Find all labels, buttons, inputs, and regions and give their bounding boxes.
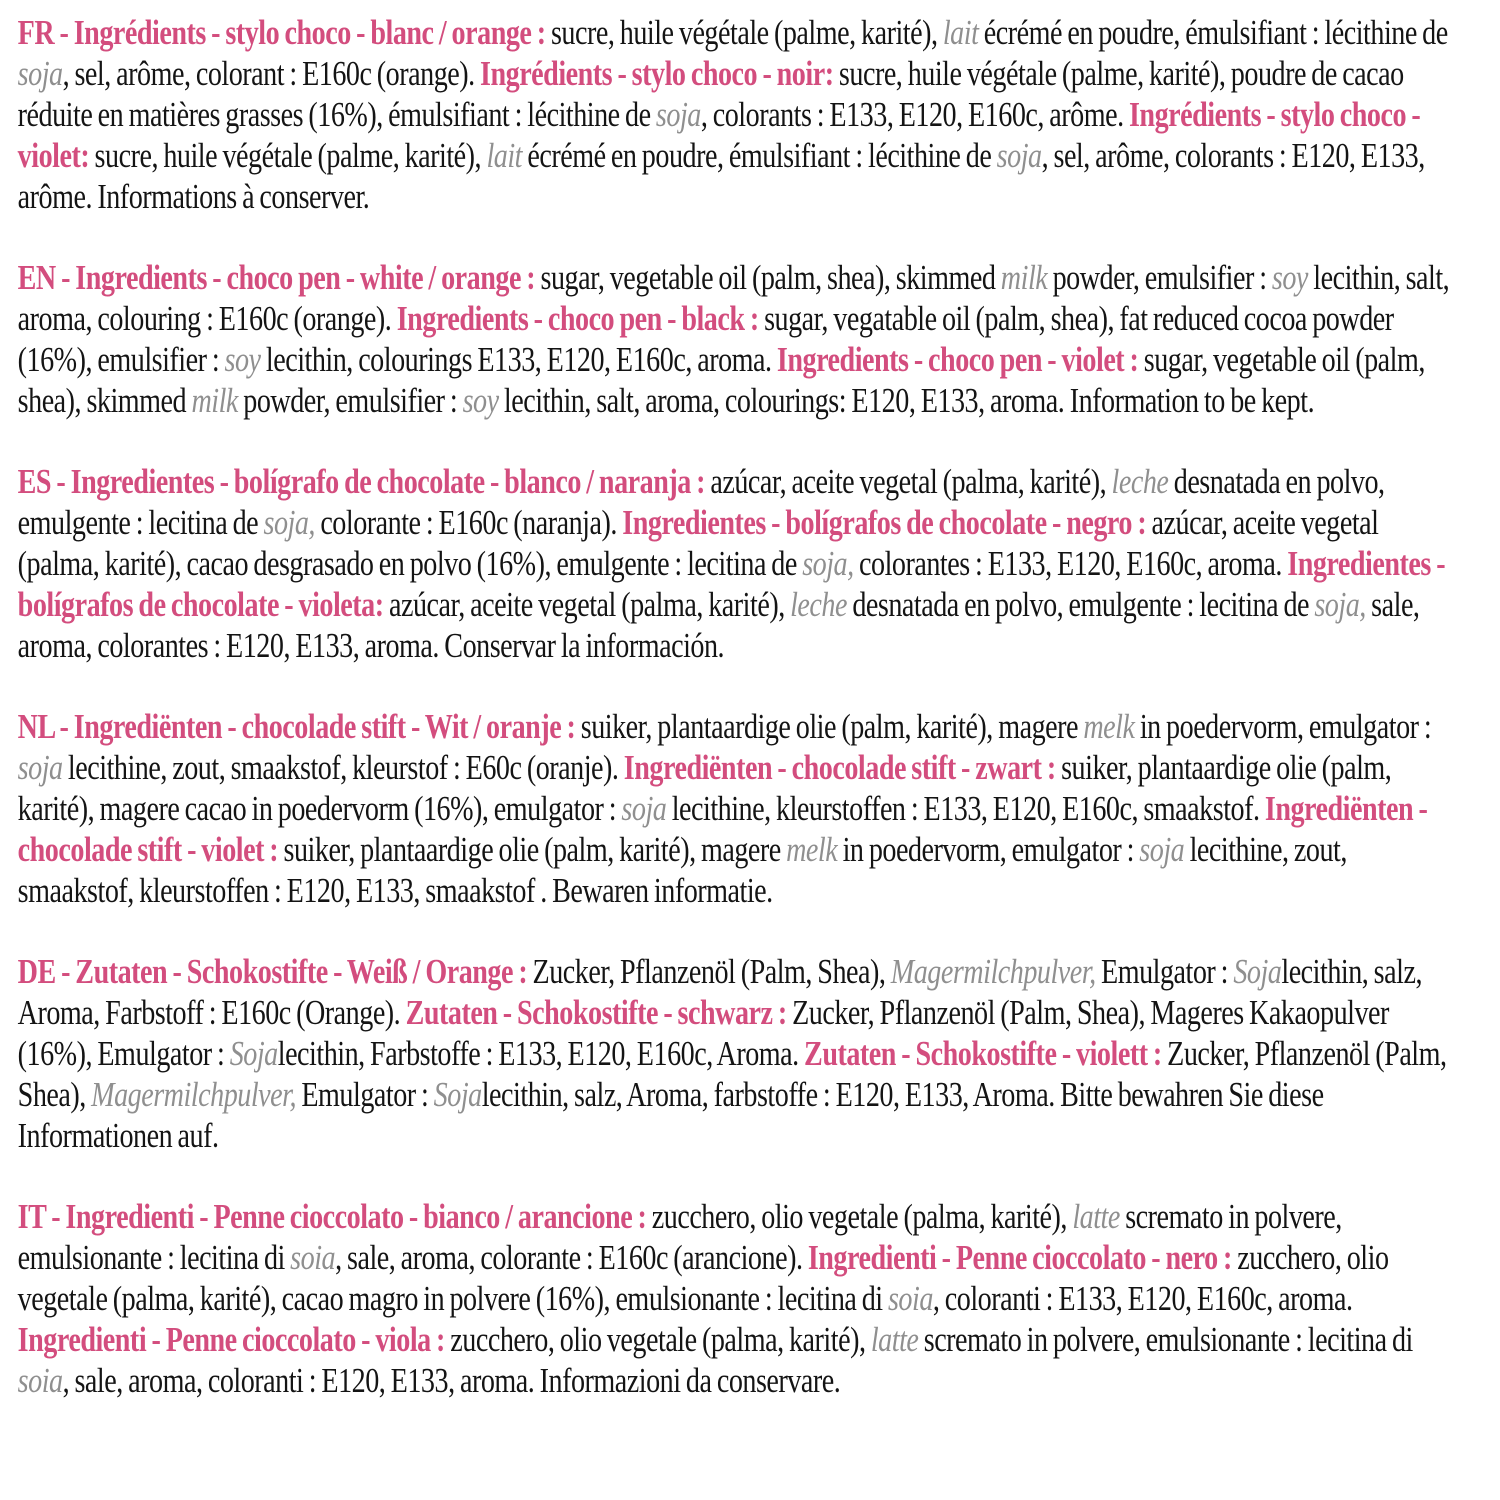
ingredients-text: lecithin, Farbstoffe : E133, E120, E160c, Aroma. — [277, 1034, 805, 1073]
ingredients-text: suiker, plantaardige olie (palm, karité), magere — [580, 707, 1084, 746]
ingredients-text: zucchero, olio vegetale (palma, karité), — [450, 1320, 871, 1359]
section-heading: Ingredients - choco pen - violet : — [776, 340, 1144, 379]
allergen-term: soy — [1271, 258, 1308, 297]
allergen-term: lait — [942, 13, 979, 52]
allergen-term: Magermilchpulver, — [890, 952, 1096, 991]
allergen-term: soia — [290, 1238, 336, 1277]
ingredients-paragraph-de — [18, 951, 1464, 1156]
allergen-term: soja — [621, 789, 667, 828]
section-heading: Ingrédients - stylo choco - violet: — [17, 95, 1421, 175]
ingredients-text: , coloranti : E133, E120, E160c, aroma. — [932, 1279, 1353, 1318]
allergen-term: soja — [17, 748, 63, 787]
section-heading: FR - Ingrédients - stylo choco - blanc / orange : — [17, 13, 551, 52]
ingredients-text: sucre, huile végétale (palme, karité), — [550, 13, 943, 52]
section-heading: Zutaten - Schokostifte - violett : — [804, 1034, 1168, 1073]
section-heading: ES - Ingredientes - bolígrafo de chocolate - blanco / naranja : — [17, 462, 711, 501]
ingredients-text: zucchero, olio vegetale (palma, karité), — [651, 1197, 1073, 1236]
ingredients-text: Emulgator : — [296, 1075, 434, 1114]
ingredients-text: lecithine, zout, smaakstof, kleurstoffen : E120, E133, smaakstof . Bewaren informatie. — [17, 830, 1347, 910]
allergen-term: milk — [1000, 258, 1048, 297]
ingredients-text: in poedervorm, emulgator : — [837, 830, 1140, 869]
ingredients-text: lecithin, salz, Aroma, Farbstoff : E160c (Orange). — [17, 952, 1422, 1032]
ingredients-text: zucchero, olio vegetale (palma, karité), cacao magro in polvere (16%), emulsionante : lecitina di — [17, 1238, 1389, 1318]
allergen-term: soja — [17, 54, 63, 93]
ingredients-text: lecithin, colourings E133, E120, E160c, aroma. — [260, 340, 777, 379]
allergen-term: milk — [191, 381, 238, 420]
section-heading: Ingredienti - Penne cioccolato - nero : — [807, 1238, 1238, 1277]
ingredients-text: , colorants : E133, E120, E160c, arôme. — [700, 95, 1129, 134]
ingredients-text: sale, aroma, colorantes : E120, E133, aroma. Conservar la información. — [17, 585, 1420, 665]
ingredients-paragraph-nl — [18, 706, 1464, 911]
allergen-term: soja, — [1314, 585, 1366, 624]
ingredients-text: lecithine, kleurstoffen : E133, E120, E160c, smaakstof. — [666, 789, 1265, 828]
allergen-term: Soja — [1233, 952, 1282, 991]
section-heading: Ingredients - choco pen - black : — [396, 299, 765, 338]
section-heading: Zutaten - Schokostifte - schwarz : — [405, 993, 793, 1032]
allergen-term: soia — [887, 1279, 933, 1318]
ingredients-paragraph-it — [18, 1196, 1464, 1401]
ingredients-text: écrémé en poudre, émulsifiant : lécithine de — [978, 13, 1448, 52]
allergen-term: lait — [486, 136, 523, 175]
allergen-term: soja — [655, 95, 701, 134]
ingredients-text: scremato in polvere, emulsionante : lecitina di — [918, 1320, 1413, 1359]
ingredients-text: scremato in polvere, emulsionante : lecitina di — [17, 1197, 1342, 1277]
section-heading: Ingredientes - bolígrafos de chocolate - negro : — [622, 503, 1152, 542]
section-heading: Ingredienti - Penne cioccolato - viola : — [17, 1320, 451, 1359]
ingredients-text: azúcar, aceite vegetal (palma, karité), — [388, 585, 791, 624]
ingredients-paragraph-es — [18, 461, 1464, 666]
allergen-term: melk — [786, 830, 838, 869]
allergen-term: Soja — [229, 1034, 278, 1073]
label-content — [18, 12, 1464, 1401]
ingredients-text: Zucker, Pflanzenöl (Palm, Shea), — [17, 1034, 1447, 1114]
allergen-term: soja, — [263, 503, 315, 542]
section-heading: Ingredientes - bolígrafos de chocolate - violeta: — [17, 544, 1446, 624]
ingredients-text: suiker, plantaardige olie (palm, karité), magere cacao in poedervorm (16%), emulgator : — [17, 748, 1392, 828]
allergen-term: latte — [870, 1320, 919, 1359]
ingredients-paragraph-en — [18, 257, 1464, 421]
allergen-term: soy — [224, 340, 261, 379]
allergen-term: leche — [1111, 462, 1169, 501]
ingredients-text: sugar, vegetable oil (palm, shea), skimmed — [17, 340, 1425, 420]
ingredients-text: Zucker, Pflanzenöl (Palm, Shea), Mageres Kakaopulver (16%), Emulgator : — [17, 993, 1389, 1073]
allergen-term: latte — [1072, 1197, 1120, 1236]
section-heading: DE - Zutaten - Schokostifte - Weiß / Orange : — [17, 952, 533, 991]
ingredients-paragraph-fr — [18, 12, 1464, 217]
ingredients-text: powder, emulsifier : — [237, 381, 463, 420]
ingredients-text: , sale, aroma, coloranti : E120, E133, aroma. Informazioni da conservare. — [62, 1361, 841, 1400]
ingredients-text: lecithin, salt, aroma, colourings: E120, E133, aroma. Information to be kept. — [498, 381, 1315, 420]
ingredients-text: sugar, vegetable oil (palm, shea), skimmed — [540, 258, 1001, 297]
ingredients-text: colorantes : E133, E120, E160c, aroma. — [853, 544, 1288, 583]
section-heading: Ingrédients - stylo choco - noir: — [480, 54, 839, 93]
ingredients-text: , sel, arôme, colorant : E160c (orange). — [62, 54, 481, 93]
allergen-term: soja — [1139, 830, 1185, 869]
ingredients-text: sucre, huile végétale (palme, karité), — [94, 136, 487, 175]
ingredients-text: écrémé en poudre, émulsifiant : lécithine de — [522, 136, 997, 175]
ingredients-text: desnatada en polvo, emulgente : lecitina de — [846, 585, 1315, 624]
ingredients-text: powder, emulsifier : — [1047, 258, 1272, 297]
section-heading: EN - Ingredients - choco pen - white / orange : — [17, 258, 541, 297]
ingredients-text: colorante : E160c (naranja). — [314, 503, 623, 542]
ingredients-text: , sel, arôme, colorants : E120, E133, arôme. Informations à conserver. — [17, 136, 1425, 216]
ingredients-text: azúcar, aceite vegetal (palma, karité), — [710, 462, 1112, 501]
ingredients-text: lecithin, salz, Aroma, farbstoffe : E120, E133, Aroma. Bitte bewahren Sie diese Informationen auf. — [17, 1075, 1324, 1155]
ingredients-text: Emulgator : — [1095, 952, 1234, 991]
allergen-term: Soja — [433, 1075, 482, 1114]
ingredients-text: sugar, vegatable oil (palm, shea), fat reduced cocoa powder (16%), emulsifier : — [17, 299, 1394, 379]
section-heading: IT - Ingredienti - Penne cioccolato - bianco / arancione : — [17, 1197, 652, 1236]
allergen-term: leche — [790, 585, 847, 624]
section-heading: Ingrediënten - chocolade stift - violet : — [17, 789, 1428, 869]
ingredients-text: Zucker, Pflanzenöl (Palm, Shea), — [532, 952, 891, 991]
section-heading: Ingrediënten - chocolade stift - zwart : — [623, 748, 1062, 787]
allergen-term: soy — [462, 381, 499, 420]
allergen-term: soja — [996, 136, 1042, 175]
ingredients-text: lecithin, salt, aroma, colouring : E160c (orange). — [17, 258, 1450, 338]
allergen-term: Magermilchpulver, — [91, 1075, 297, 1114]
ingredients-text: lecithine, zout, smaakstof, kleurstof : E60c (oranje). — [62, 748, 624, 787]
allergen-term: soia — [17, 1361, 63, 1400]
ingredients-text: sucre, huile végétale (palme, karité), poudre de cacao réduite en matières grasses (16%), émulsifiant : lécithine de — [17, 54, 1404, 134]
ingredients-text: desnatada en polvo, emulgente : lecitina de — [17, 462, 1385, 542]
allergen-term: soja, — [802, 544, 854, 583]
section-heading: NL - Ingrediënten - chocolade stift - Wit / oranje : — [17, 707, 581, 746]
ingredients-text: azúcar, aceite vegetal (palma, karité), cacao desgrasado en polvo (16%), emulgente : lecitina de — [17, 503, 1379, 583]
allergen-term: melk — [1083, 707, 1135, 746]
ingredients-text: in poedervorm, emulgator : — [1134, 707, 1432, 746]
ingredients-text: , sale, aroma, colorante : E160c (arancione). — [335, 1238, 808, 1277]
ingredients-text: suiker, plantaardige olie (palm, karité), magere — [283, 830, 787, 869]
